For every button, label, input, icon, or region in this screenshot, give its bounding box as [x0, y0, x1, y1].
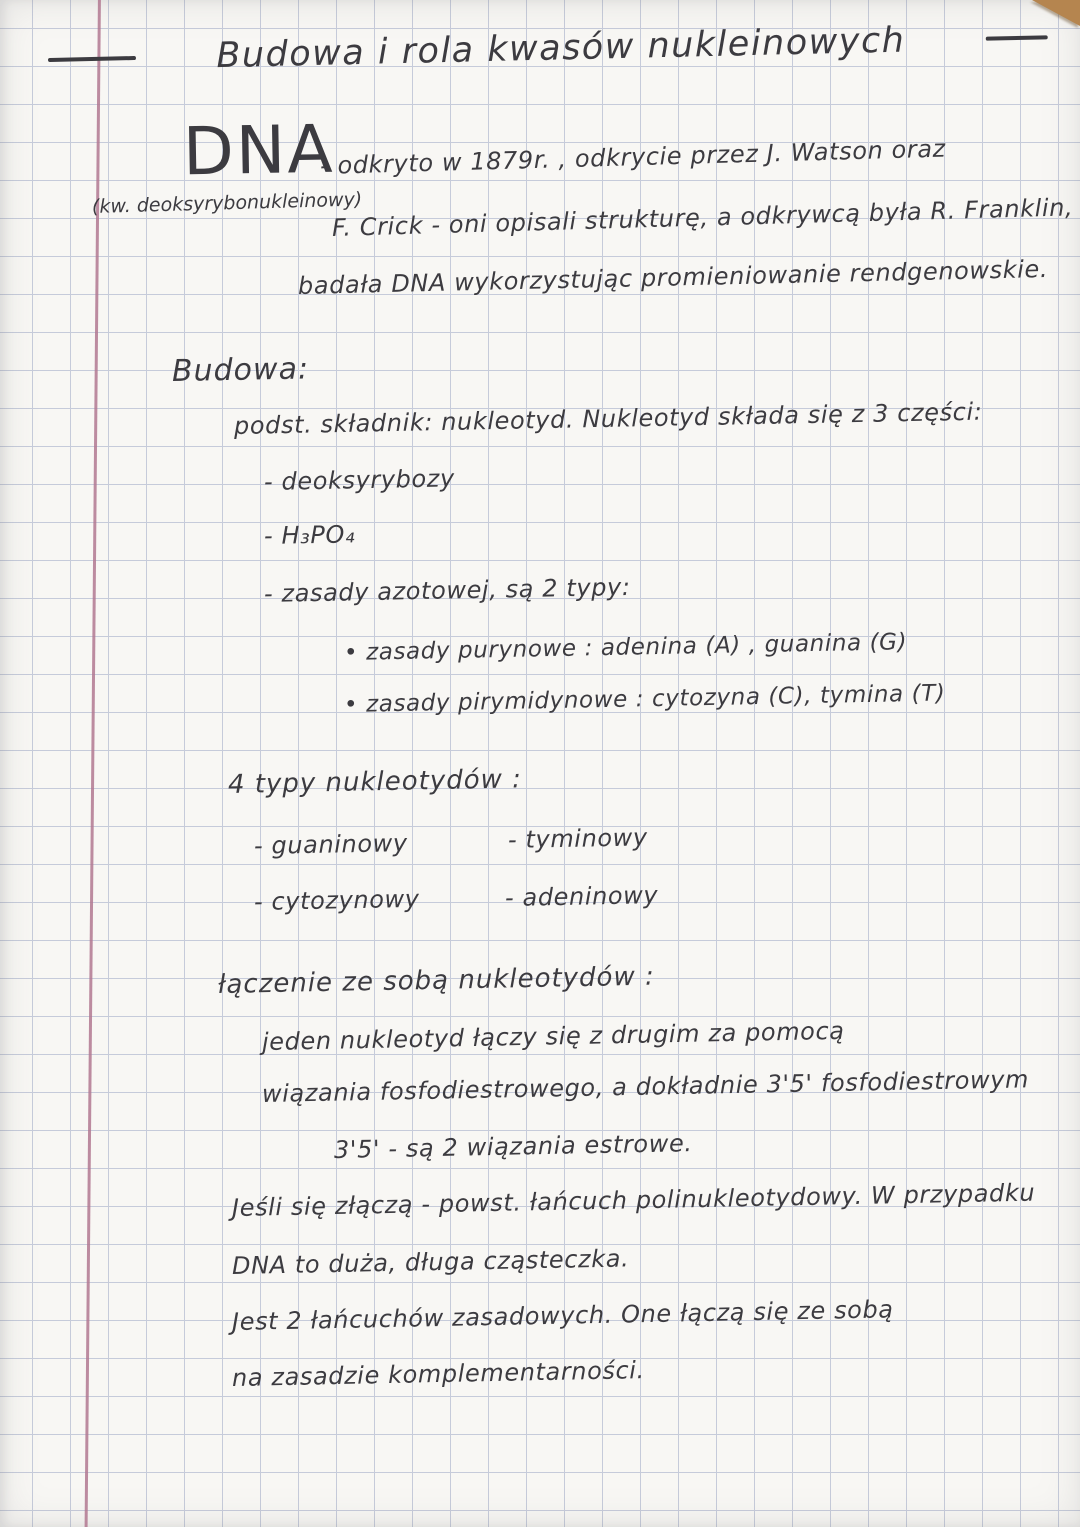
- nucleotide-guaninowy: - guaninowy: [253, 829, 408, 860]
- page-title: Budowa i rola kwasów nukleinowych: [215, 20, 906, 77]
- base-type-pirymidynowe: • zasady pirymidynowe : cytozyna (C), tymina (T): [343, 680, 946, 718]
- linking-line-5: DNA to duża, długa cząsteczka.: [231, 1244, 630, 1280]
- component-zasady: - zasady azotowej, są 2 typy:: [263, 572, 631, 608]
- component-deoksyryboza: - deoksyrybozy: [263, 464, 456, 496]
- title-dash-left: [48, 56, 136, 62]
- dna-heading: DNA: [182, 110, 335, 191]
- base-type-purynowe: • zasady purynowe : adenina (A) , guanina (G): [343, 629, 908, 666]
- linking-line-7: na zasadzie komplementarności.: [231, 1356, 646, 1392]
- dna-name-note: (kw. deoksyrybonukleinowy): [91, 188, 363, 218]
- nucleotide-tyminowy: - tyminowy: [507, 823, 648, 854]
- nucleotide-adeninowy: - adeninowy: [504, 881, 659, 912]
- note-title-row: [48, 17, 1049, 80]
- dna-line-1: - odkryto w 1879r. , odkrycie przez J. Watson oraz: [319, 134, 947, 180]
- linking-line-6: Jest 2 łańcuchów zasadowych. One łączą się ze sobą: [231, 1295, 894, 1336]
- component-h3po4: - H₃PO₄: [263, 520, 356, 550]
- linking-line-2: wiązania fosfodiestrowego, a dokładnie 3'5' fosfodiestrowym: [261, 1065, 1030, 1108]
- nucleotide-cytozynowy: - cytozynowy: [253, 884, 420, 916]
- margin-line: [85, 0, 101, 1527]
- linking-line-4: Jeśli się złączą - powst. łańcuch polinukleotydowy. W przypadku: [231, 1178, 1036, 1222]
- dna-line-2: F. Crick - oni opisali strukturę, a odkrywcą była R. Franklin,: [331, 193, 1074, 242]
- linking-line-1: jeden nukleotyd łączy się z drugim za pomocą: [261, 1016, 845, 1056]
- linking-heading: łączenie ze sobą nukleotydów :: [217, 961, 656, 1000]
- budowa-heading: Budowa:: [171, 351, 310, 389]
- nucleotide-types-heading: 4 typy nukleotydów :: [227, 764, 523, 800]
- dna-line-3: badała DNA wykorzystując promieniowanie rendgenowskie.: [297, 254, 1049, 300]
- budowa-intro: podst. składnik: nukleotyd. Nukleotyd składa się z 3 części:: [233, 397, 983, 440]
- title-dash-right: [986, 35, 1048, 40]
- linking-line-3: 3'5' - są 2 wiązania estrowe.: [333, 1129, 693, 1164]
